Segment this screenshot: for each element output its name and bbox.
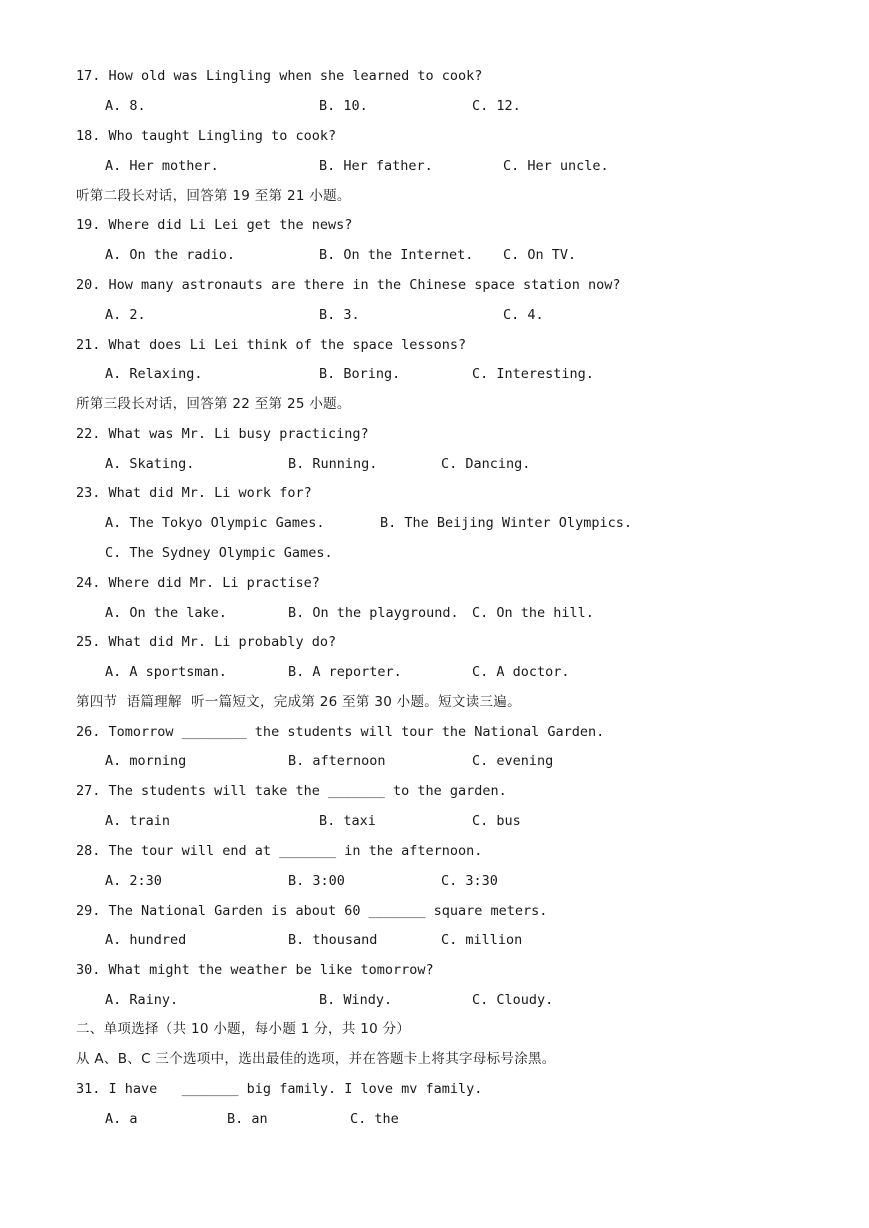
question-26-options	[105, 752, 825, 770]
question-26-stem: 26. Tomorrow ________ the students will tour the National Garden.	[76, 724, 605, 740]
option-a: A. Her mother.	[105, 158, 219, 174]
option-c: C. 4.	[503, 307, 544, 323]
question-19-stem: 19. Where did Li Lei get the news?	[76, 217, 353, 233]
option-a: A. 2:30	[105, 873, 162, 889]
question-23-stem: 23. What did Mr. Li work for?	[76, 485, 312, 501]
option-b: B. Windy.	[319, 992, 393, 1008]
option-c: C. million	[441, 932, 523, 948]
option-a: A. On the lake.	[105, 605, 227, 621]
question-27-options	[105, 812, 825, 830]
option-c: C. bus	[472, 813, 521, 829]
option-b: B. A reporter.	[288, 664, 402, 680]
option-a: A. hundred	[105, 932, 187, 948]
option-c: C. Cloudy.	[472, 992, 554, 1008]
question-22-stem: 22. What was Mr. Li busy practicing?	[76, 426, 369, 442]
question-31-stem: 31. I have _______ big family. I love mv family.	[76, 1081, 483, 1097]
question-18-stem: 18. Who taught Lingling to cook?	[76, 128, 337, 144]
question-28-options	[105, 872, 825, 890]
option-a: A. Rainy.	[105, 992, 179, 1008]
option-c: C. 3:30	[441, 873, 498, 889]
question-23-options-row2	[105, 544, 825, 562]
question-25-stem: 25. What did Mr. Li probably do?	[76, 634, 337, 650]
option-b: B. 10.	[319, 98, 368, 114]
question-29-options	[105, 931, 825, 949]
option-b: B. 3.	[319, 307, 360, 323]
option-a: A. 2.	[105, 307, 146, 323]
option-a: A. The Tokyo Olympic Games.	[105, 515, 325, 531]
option-a: A. morning	[105, 753, 187, 769]
section-4-instructions: 第四节 语篇理解 听一篇短文，完成第 26 至第 30 小题。短文读三遍。	[76, 694, 521, 710]
question-28-stem: 28. The tour will end at _______ in the afternoon.	[76, 843, 483, 859]
question-21-options	[105, 365, 825, 383]
option-c: C. On the hill.	[472, 605, 594, 621]
question-17-stem: 17. How old was Lingling when she learned to cook?	[76, 68, 483, 84]
option-b: B. On the Internet.	[319, 247, 474, 263]
option-b: B. thousand	[288, 932, 378, 948]
question-29-stem: 29. The National Garden is about 60 _______ square meters.	[76, 903, 548, 919]
question-23-options	[105, 514, 825, 532]
option-c: C. Her uncle.	[503, 158, 609, 174]
option-c: C. On TV.	[503, 247, 577, 263]
option-c: C. Dancing.	[441, 456, 531, 472]
question-25-options	[105, 663, 825, 681]
option-b: B. afternoon	[288, 753, 386, 769]
question-27-stem: 27. The students will take the _______ to the garden.	[76, 783, 507, 799]
question-21-stem: 21. What does Li Lei think of the space lessons?	[76, 337, 467, 353]
option-a: A. Relaxing.	[105, 366, 203, 382]
option-b: B. 3:00	[288, 873, 345, 889]
option-b: B. taxi	[319, 813, 376, 829]
option-b: B. On the playground.	[288, 605, 459, 621]
question-19-options	[105, 246, 825, 264]
option-b: B. Running.	[288, 456, 378, 472]
question-30-stem: 30. What might the weather be like tomorrow?	[76, 962, 434, 978]
option-a: A. A sportsman.	[105, 664, 227, 680]
option-b: B. Her father.	[319, 158, 433, 174]
question-24-stem: 24. Where did Mr. Li practise?	[76, 575, 320, 591]
option-c: C. A doctor.	[472, 664, 570, 680]
option-b: B. an	[227, 1111, 268, 1127]
question-20-options	[105, 306, 825, 324]
section-2-instructions: 听第二段长对话，回答第 19 至第 21 小题。	[76, 188, 351, 204]
question-31-options	[105, 1110, 825, 1128]
question-22-options	[105, 455, 825, 473]
option-b: B. The Beijing Winter Olympics.	[380, 515, 632, 531]
part-2-title: 二、单项选择（共 10 小题，每小题 1 分，共 10 分）	[76, 1021, 411, 1037]
question-18-options	[105, 157, 825, 175]
option-a: A. On the radio.	[105, 247, 236, 263]
section-3-instructions: 所第三段长对话，回答第 22 至第 25 小题。	[76, 396, 351, 412]
question-30-options	[105, 991, 825, 1009]
option-c: C. Interesting.	[472, 366, 594, 382]
option-c: C. the	[350, 1111, 399, 1127]
option-a: A. train	[105, 813, 171, 829]
question-24-options	[105, 604, 825, 622]
option-a: A. 8.	[105, 98, 146, 114]
option-a: A. Skating.	[105, 456, 195, 472]
option-c: C. 12.	[472, 98, 521, 114]
question-20-stem: 20. How many astronauts are there in the Chinese space station now?	[76, 277, 621, 293]
option-a: A. a	[105, 1111, 138, 1127]
option-c: C. The Sydney Olympic Games.	[105, 545, 333, 561]
option-c: C. evening	[472, 753, 554, 769]
question-17-options	[105, 97, 825, 115]
option-b: B. Boring.	[319, 366, 401, 382]
part-2-instructions: 从 A、B、C 三个选项中，选出最佳的选项，并在答题卡上将其字母标号涂黑。	[76, 1051, 556, 1067]
